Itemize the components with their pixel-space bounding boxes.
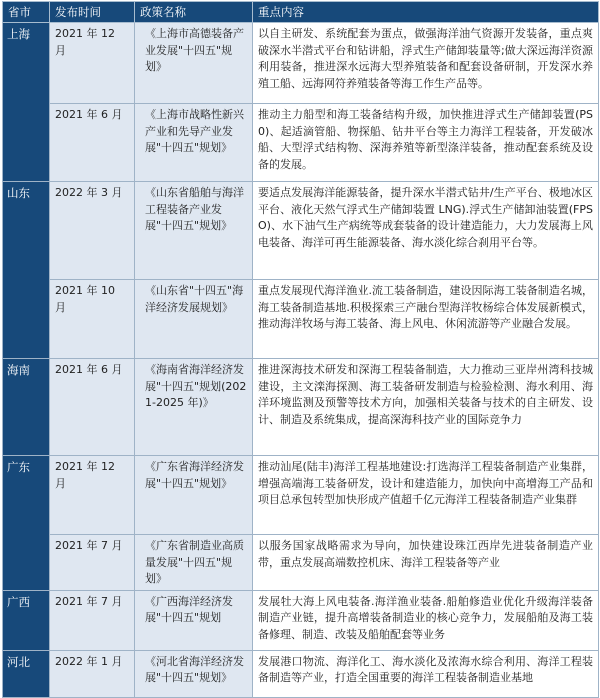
- date-cell: 2021 年 12 月: [50, 23, 135, 104]
- date-cell: 2021 年 7 月: [50, 535, 135, 591]
- date-cell: 2021 年 12 月: [50, 456, 135, 535]
- policy-name-cell: 《广东省制造业高质量发展"十四五"规划》: [135, 535, 253, 591]
- policy-name-cell: 《河北省海洋经济发展"十四五"规划》: [135, 650, 253, 697]
- date-cell: 2022 年 3 月: [50, 182, 135, 280]
- province-cell: 海南: [3, 359, 50, 456]
- date-cell: 2021 年 6 月: [50, 104, 135, 182]
- policy-table: [2, 1, 599, 698]
- key-content-cell: 以服务国家战略需求为导向，加快建设珠江西岸先进装备制造产业带，重点发展高端数控机床、海洋工程装备等产业: [253, 535, 599, 591]
- date-cell: 2021 年 6 月: [50, 359, 135, 456]
- header-policy-name: 政策名称: [135, 2, 253, 23]
- province-cell: 上海: [3, 23, 50, 182]
- table-row: [3, 104, 599, 182]
- key-content-cell: 发展港口物流、海洋化工、海水淡化及浓海水综合利用、海洋工程装备制造等产业，打造全国重要的海洋工程装备制造业基地: [253, 650, 599, 697]
- policy-name-cell: 《上海市战略性新兴产业和先导产业发展"十四五"规划》: [135, 104, 253, 182]
- key-content-cell: 发展牡大海上风电装备.海洋渔业装备.船舶修造业优化升级海洋装备制造产业链，提升高增装备制造业的核心竞争力，发展船舶及海工装备修理、制造、改装及船舶配套等业务: [253, 590, 599, 650]
- policy-name-cell: 《山东省"十四五"海洋经济发展规划》: [135, 280, 253, 359]
- table-row: [3, 182, 599, 280]
- province-cell: 广西: [3, 590, 50, 650]
- table-header-row: [3, 2, 599, 23]
- header-key-content: 重点内容: [253, 2, 599, 23]
- table-row: [3, 280, 599, 359]
- date-cell: 2021 年 7 月: [50, 590, 135, 650]
- policy-name-cell: 《上海市高德装备产业发展"十四五"规划》: [135, 23, 253, 104]
- province-cell: 广东: [3, 456, 50, 591]
- table-row: [3, 23, 599, 104]
- key-content-cell: 推动汕尾(陆丰)海洋工程基地建设:打选海洋工程装备制造产业集群，增强高端海工装备研发，设计和建造能力，加快向中高增海工产品和项目总承包转型加快形成产值超千亿元海洋工程装备制造产业集群: [253, 456, 599, 535]
- policy-name-cell: 《海南省海洋经济发展"十四五"规划(2021-2025 年)》: [135, 359, 253, 456]
- date-cell: 2021 年 10 月: [50, 280, 135, 359]
- header-date: 发布时间: [50, 2, 135, 23]
- date-cell: 2022 年 1 月: [50, 650, 135, 697]
- table-row: [3, 359, 599, 456]
- policy-name-cell: 《广西海洋经济发展"十四五"规划: [135, 590, 253, 650]
- key-content-cell: 重点发展现代海洋渔业.流工装备制造，建设因际海工装备制造名城，海工装备制造基地.积极探索三产融台型海洋牧杨综合体发展新模式，推动海洋牧场与海工装备、海上风电、休闲流游等产业融合发展。: [253, 280, 599, 359]
- province-cell: 河北: [3, 650, 50, 697]
- header-province: 省市: [3, 2, 50, 23]
- policy-name-cell: 《山东省船舶与海洋工程装备产业发展"十四五"规划》: [135, 182, 253, 280]
- key-content-cell: 要适点发展海洋能源装备，提升深水半潜式钻井/生产平台、极地冰区平台、液化天然气浮式生产储卸装置 LNG).浮式生产储卸油装置(FPSO)、水下油气生产病统等成套装备的设计建造能力，大力发展海上风电装备、海洋可再生能源装备、海水淡化综合刹用平台等。: [253, 182, 599, 280]
- table-row: [3, 535, 599, 591]
- policy-name-cell: 《广东省海洋经济发展"十四五"规划》: [135, 456, 253, 535]
- table-row: [3, 590, 599, 650]
- table-row: [3, 650, 599, 697]
- key-content-cell: 推动主力船型和海工装备结构升级，加快推进浮式生产储卸装置(PS0)、起适滴管船、物探船、钻井平台等主力海洋工程装备，开发破冰船、大型浮式结构物、深海养殖等新型涤洋装备，推动配套系统及设备的发展。: [253, 104, 599, 182]
- key-content-cell: 以自主研发、系统配套为蛋点，做强海洋油气资源开发装备，重点爽破深水半潜式平台和钻讲船，浮式生产储卸装量等;做大深远海洋资源利用装备，推进深水远海大型养殖装备和配套设备研制，开发深水养殖工船、远海网符养殖装备等海工作生产品等。: [253, 23, 599, 104]
- key-content-cell: 推进深海技术研发和深海工程装备制造，大力推动三亚岸州湾科技城建设，主文滦海探测、海工装备研发制造与检验检测、海水利用、海洋环境监测及预警等技术方向，加强相关装备与技术的自主研发、设计、制造及系统集成，提高深海科技产业的国际竞争力: [253, 359, 599, 456]
- province-cell: 山东: [3, 182, 50, 359]
- table-row: [3, 456, 599, 535]
